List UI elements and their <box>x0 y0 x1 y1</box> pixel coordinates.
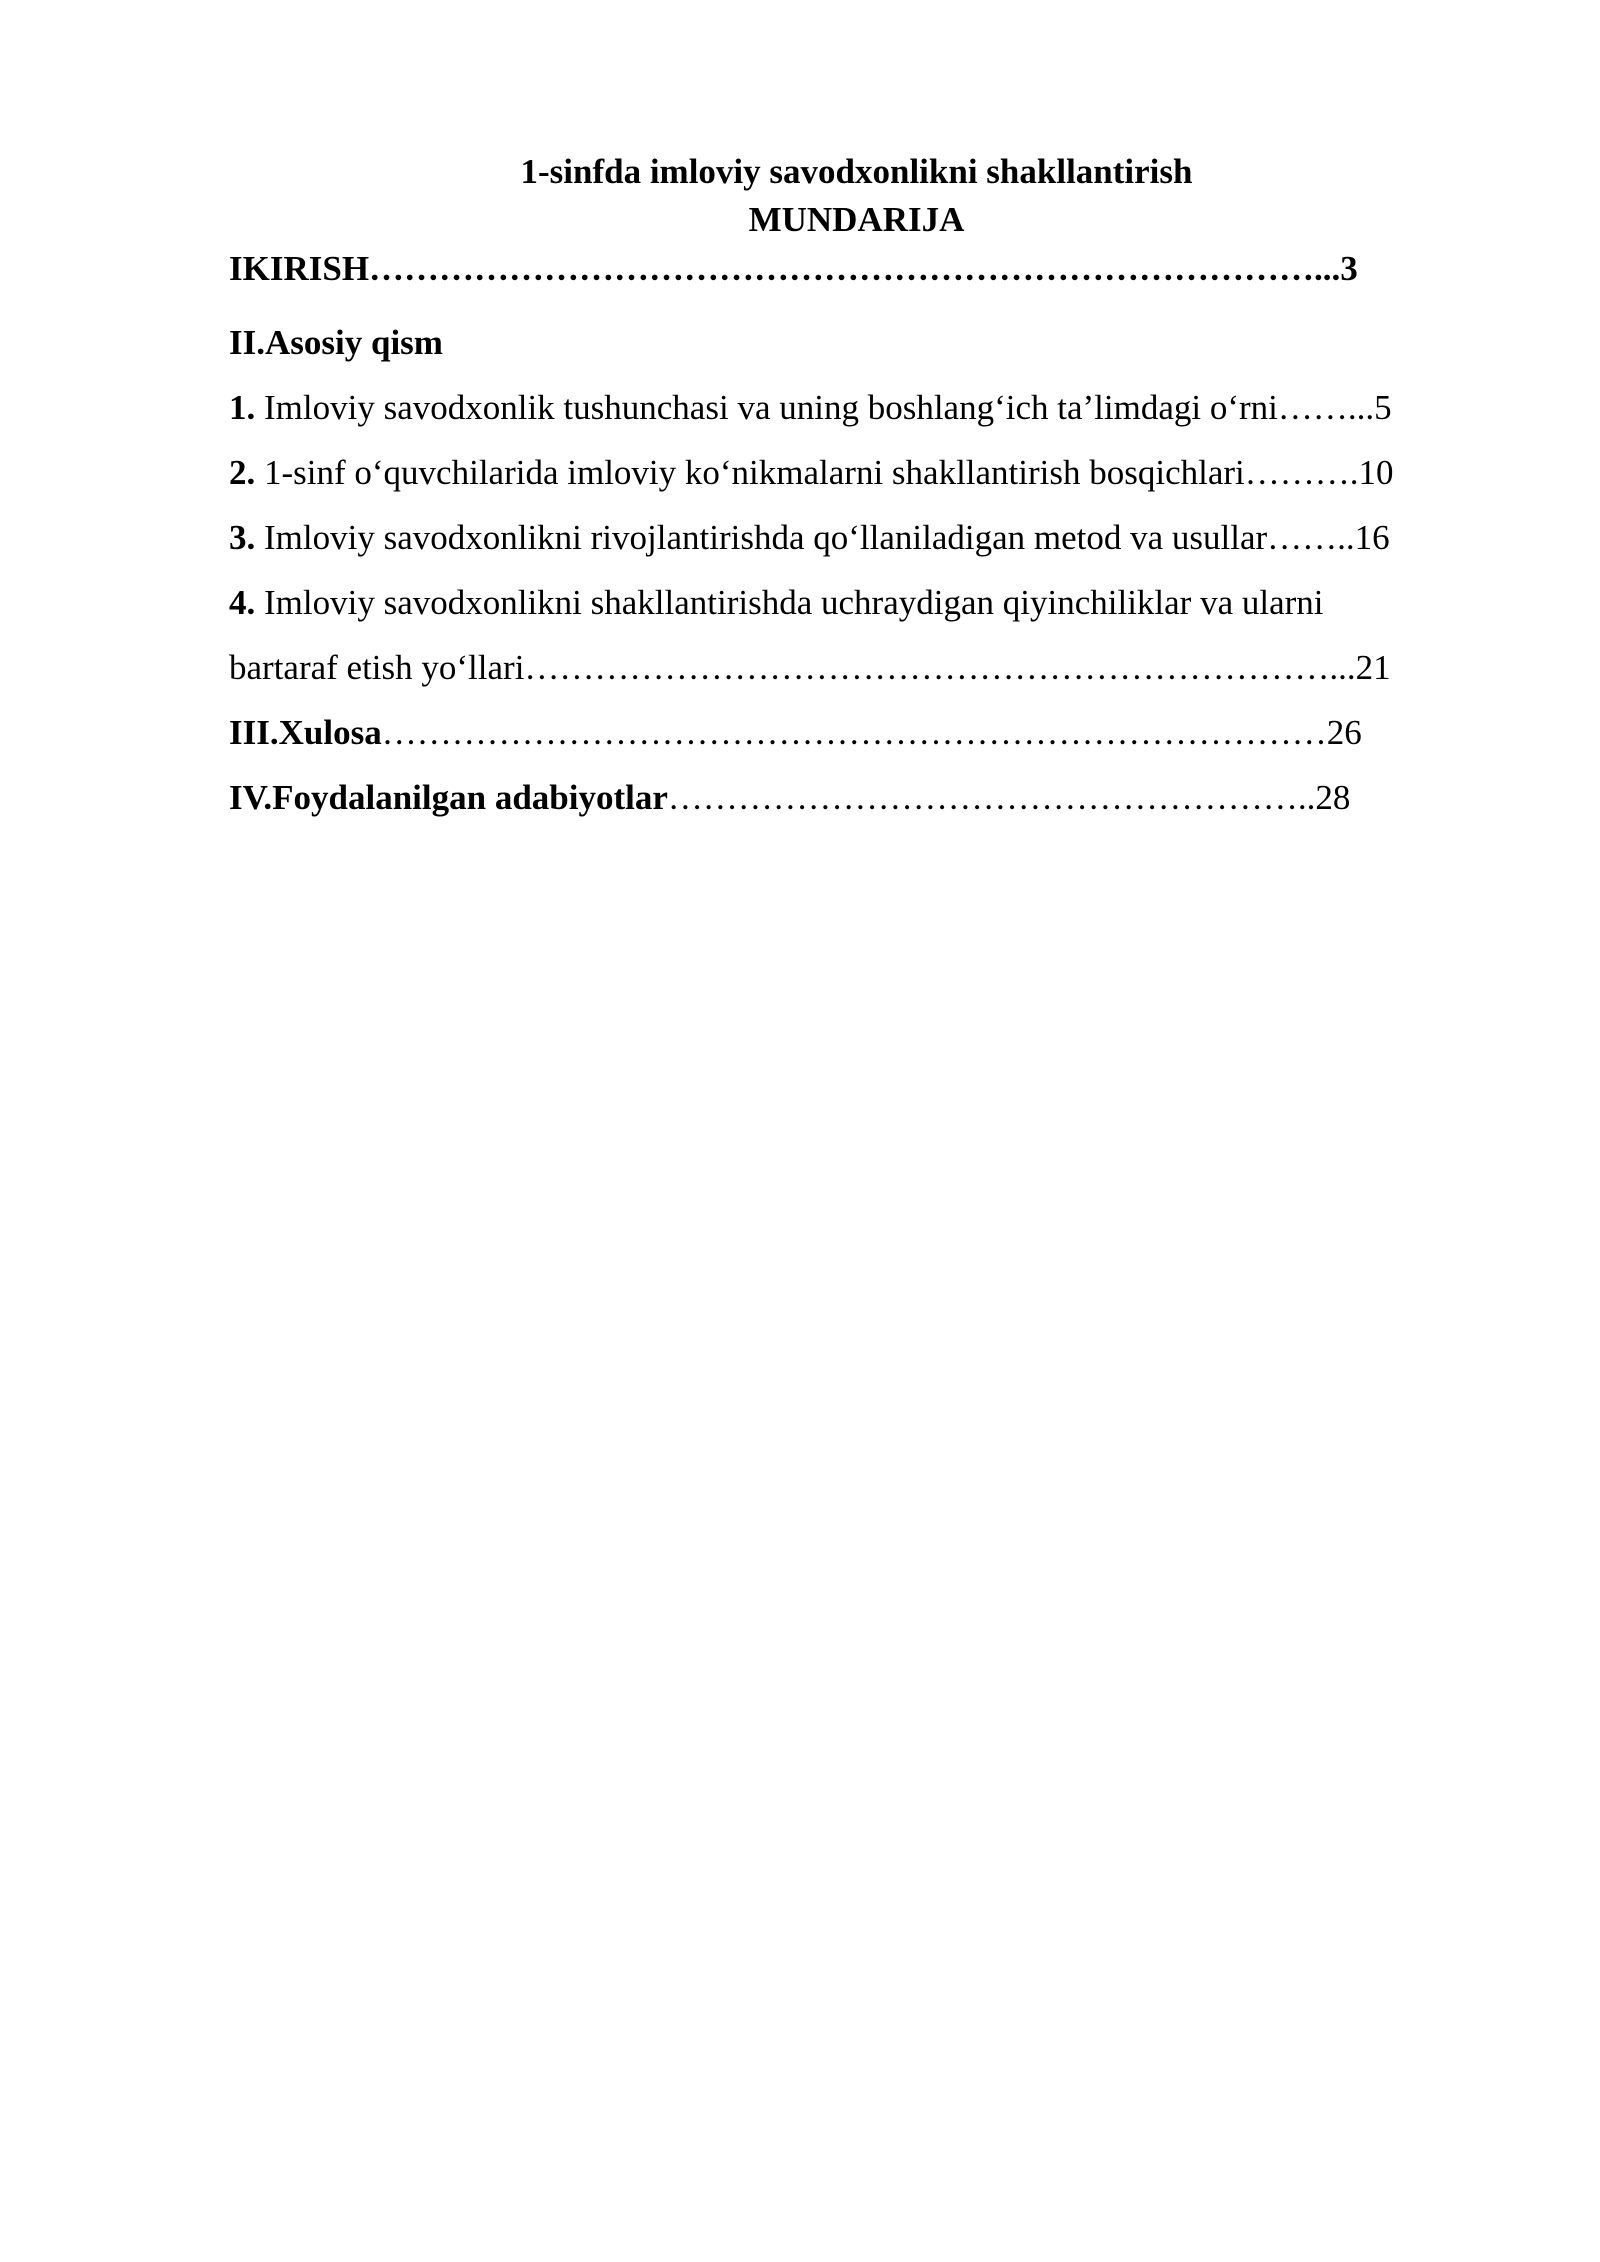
toc-entry-text: ………………………………………………………………………26 <box>381 713 1362 752</box>
toc-entry-number: 2. <box>229 453 256 492</box>
toc-entry-main-part <box>229 310 1484 375</box>
toc-heading: MUNDARIJA <box>748 200 965 239</box>
toc-entry-introduction <box>229 244 1484 294</box>
toc-entry-3 <box>229 505 1484 570</box>
toc-entry-number: 1. <box>229 388 256 427</box>
document-title: 1-sinfda imloviy savodxonlikni shakllantirish <box>520 152 1193 191</box>
toc-entry-text: II.Asosiy qism <box>229 323 443 362</box>
toc-entry-label: III.Xulosa <box>229 713 382 752</box>
toc-entry-text: 1-sinf o‘quvchilarida imloviy ko‘nikmalarni shakllantirish bosqichlari……….10 <box>255 453 1394 492</box>
toc-entry-number: 4. <box>229 583 256 622</box>
toc-entry-text: IKIRISH………………………………………………………………………...3 <box>229 249 1358 288</box>
toc-entry-number: 3. <box>229 518 256 557</box>
toc-entry-label: IV.Foydalanilgan adabiyotlar <box>229 778 668 817</box>
toc-entry-2 <box>229 440 1484 505</box>
toc-entry-4 <box>229 570 1484 635</box>
toc-entry-4-continuation <box>229 635 1484 700</box>
toc-entry-text: ………………………………………………..28 <box>667 778 1351 817</box>
toc-entry-conclusion <box>229 700 1484 765</box>
toc-entry-references <box>229 765 1484 830</box>
toc-entry-text: Imloviy savodxonlik tushunchasi va uning boshlang‘ich ta’limdagi o‘rni……...5 <box>255 388 1392 427</box>
toc-entry-text: bartaraf etish yo‘llari……………………………………………………………...21 <box>229 648 1391 687</box>
toc-entry-text: Imloviy savodxonlikni rivojlantirishda qo‘llaniladigan metod va usullar……..16 <box>255 518 1390 557</box>
document-content <box>229 148 1484 830</box>
toc-entry-text: Imloviy savodxonlikni shakllantirishda uchraydigan qiyinchiliklar va ularni <box>255 583 1324 622</box>
toc-entry-1 <box>229 375 1484 440</box>
